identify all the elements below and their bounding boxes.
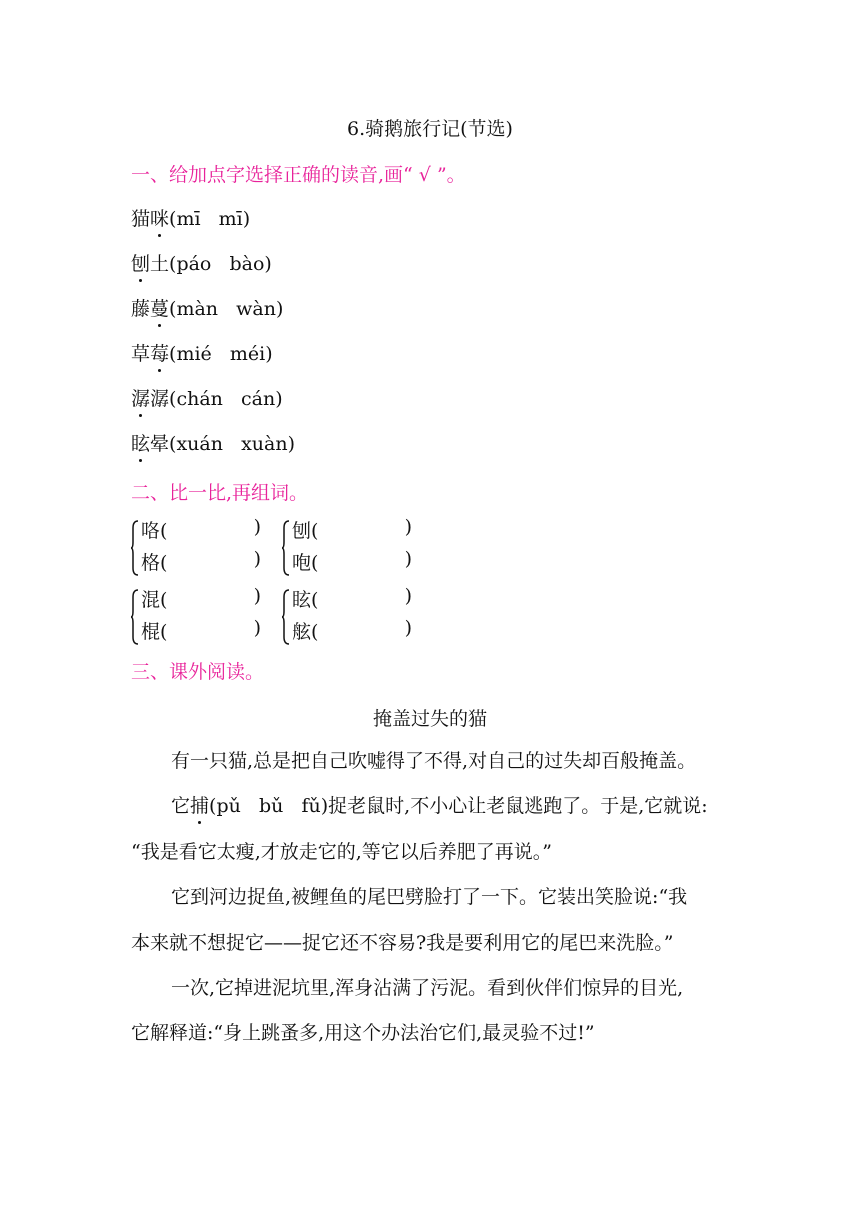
item-3-char: 藤 (131, 298, 151, 320)
blank-close: ) (404, 548, 412, 570)
paragraph-4-line-2: 它解释道:“身上跳蚤多,用这个办法治它们,最灵验不过!” (131, 1022, 595, 1044)
item-1-dotted-char: 咪 (150, 204, 169, 231)
item-4-char: 草 (131, 343, 151, 365)
pinyin-item-5 (131, 384, 283, 411)
blank-open: ( (160, 621, 168, 643)
compare-row (292, 585, 412, 612)
p2-text-rest: (pǔ bǔ fǔ)捉老鼠时,不小心让老鼠逃跑了。于是,它就说: (209, 795, 708, 817)
p2-text: 它 (171, 795, 191, 817)
paragraph-2-line-2: “我是看它太瘦,才放走它的,等它以后养肥了再说。” (131, 841, 553, 863)
compare-row (141, 548, 261, 575)
brace-icon (282, 589, 290, 645)
compare-char: 咯 (141, 520, 161, 542)
compare-row (141, 585, 261, 612)
compare-char: 混 (141, 589, 161, 611)
paragraph-4-line-1: 一次,它掉进泥坑里,浑身沾满了污泥。看到伙伴们惊异的目光, (171, 977, 684, 999)
brace-icon (131, 589, 139, 645)
blank-close: ) (404, 585, 412, 607)
item-2-char-after: 土 (150, 253, 170, 275)
blank-close: ) (253, 516, 261, 538)
pinyin-item-6 (131, 429, 295, 456)
item-6-pinyin-options: (xuán xuàn) (169, 433, 296, 455)
compare-char: 棍 (141, 621, 161, 643)
paragraph-2-line-1 (131, 791, 781, 818)
item-6-dotted-char: 眩 (131, 429, 150, 456)
compare-row (141, 516, 261, 543)
pinyin-item-1 (131, 204, 250, 231)
section-1-heading: 一、给加点字选择正确的读音,画“ √ ”。 (131, 164, 466, 186)
item-4-dotted-char: 莓 (150, 339, 169, 366)
section-3-heading: 三、课外阅读。 (131, 661, 265, 683)
item-2-pinyin-options: (páo bào) (169, 253, 272, 275)
pinyin-item-2 (131, 249, 272, 276)
compare-group-3 (131, 585, 261, 649)
paragraph-3-line-2: 本来就不想捉它——捉它还不容易?我是要利用它的尾巴来洗脸。” (131, 932, 674, 954)
compare-group-2 (282, 516, 412, 580)
pinyin-item-3 (131, 294, 283, 321)
item-3-dotted-char: 蔓 (150, 294, 169, 321)
item-2-dotted-char: 刨 (131, 249, 150, 276)
item-5-char-after: 潺 (150, 388, 170, 410)
paragraph-3-line-1: 它到河边捉鱼,被鲤鱼的尾巴劈脸打了一下。它装出笑脸说:“我 (171, 886, 688, 908)
compare-group-4 (282, 585, 412, 649)
item-5-pinyin-options: (chán cán) (169, 388, 283, 410)
blank-open: ( (160, 589, 168, 611)
story-title: 掩盖过失的猫 (372, 708, 487, 730)
compare-char: 咆 (292, 552, 312, 574)
section-2-heading: 二、比一比,再组词。 (131, 482, 309, 504)
item-4-pinyin-options: (mié méi) (169, 343, 273, 365)
paragraph-1: 有一只猫,总是把自己吹嘘得了不得,对自己的过失却百般掩盖。 (171, 750, 697, 772)
item-6-char-after: 晕 (150, 433, 170, 455)
blank-close: ) (253, 585, 261, 607)
blank-open: ( (311, 520, 319, 542)
item-1-pinyin-options: (mī mī) (169, 208, 251, 230)
blank-close: ) (253, 548, 261, 570)
compare-row (292, 617, 412, 644)
compare-char: 眩 (292, 589, 312, 611)
blank-open: ( (160, 520, 168, 542)
blank-open: ( (311, 621, 319, 643)
blank-close: ) (404, 516, 412, 538)
item-5-dotted-char: 潺 (131, 384, 150, 411)
item-3-pinyin-options: (màn wàn) (169, 298, 284, 320)
p2-dotted-char: 捕 (190, 791, 209, 818)
compare-row (292, 548, 412, 575)
blank-open: ( (311, 552, 319, 574)
item-1-char: 猫 (131, 208, 151, 230)
brace-icon (131, 520, 139, 576)
blank-open: ( (160, 552, 168, 574)
blank-open: ( (311, 589, 319, 611)
compare-row (292, 516, 412, 543)
compare-group-1 (131, 516, 261, 580)
blank-close: ) (253, 617, 261, 639)
compare-char: 舷 (292, 621, 312, 643)
brace-icon (282, 520, 290, 576)
blank-close: ) (404, 617, 412, 639)
compare-char: 刨 (292, 520, 312, 542)
pinyin-item-4 (131, 339, 273, 366)
page-title: 6.骑鹅旅行记(节选) (347, 118, 513, 140)
compare-char: 格 (141, 552, 161, 574)
compare-row (141, 617, 261, 644)
